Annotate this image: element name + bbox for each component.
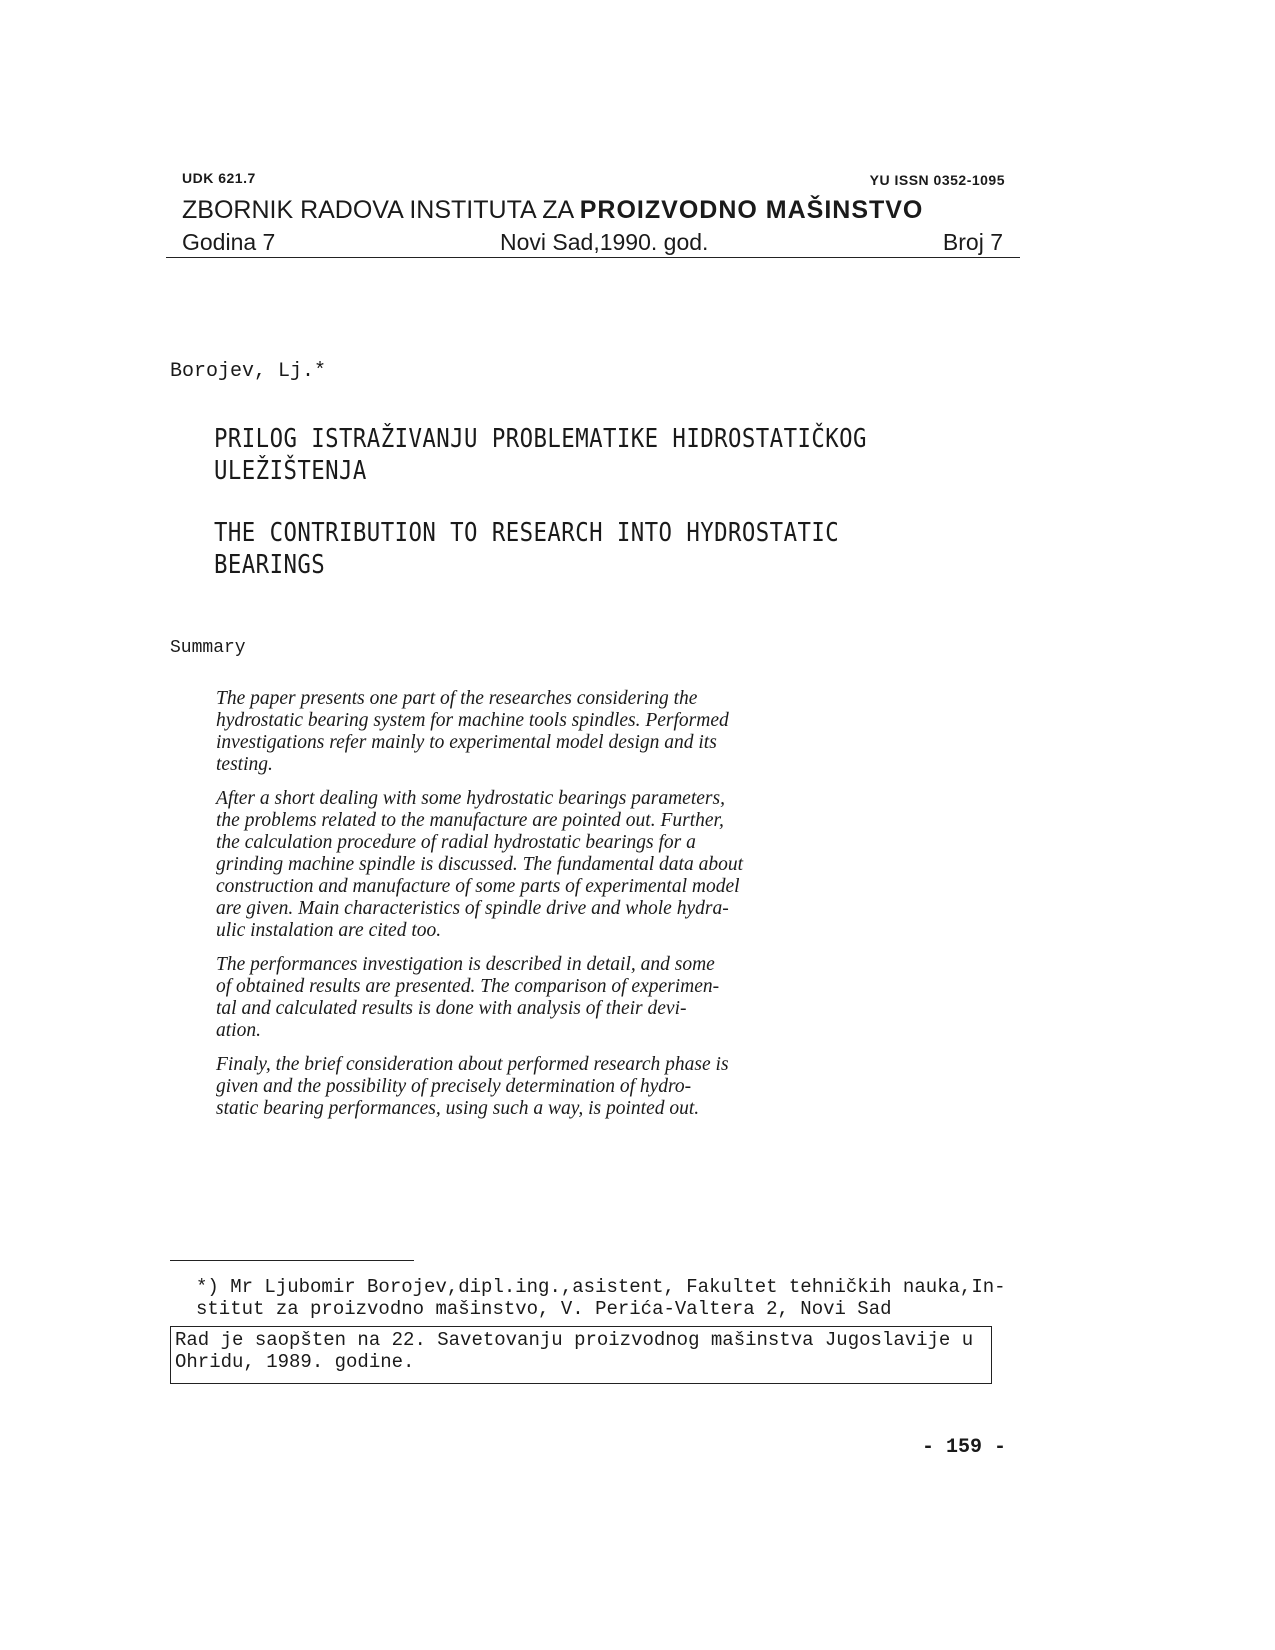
footnote: *) Mr Ljubomir Borojev,dipl.ing.,asistent, Fakultet tehničkih nauka,In- stitut za proizvodno mašinstvo, V. Perića-Valtera 2, Novi Sad	[196, 1276, 1006, 1320]
title-english-line-2: BEARINGS	[214, 550, 326, 580]
conference-note: Rad je saopšten na 22. Savetovanju proizvodnog mašinstva Jugoslavije u Ohridu, 1989. godine.	[170, 1326, 992, 1384]
title-serbian-line-1: PRILOG ISTRAŽIVANJU PROBLEMATIKE HIDROSTATIČKOG	[214, 424, 867, 454]
udk-code: UDK 621.7	[182, 170, 256, 186]
journal-title-bold: PROIZVODNO MAŠINSTVO	[579, 196, 924, 224]
abstract-paragraph: Finaly, the brief consideration about performed research phase is given and the possibility of precisely determination of hydro- static bearing performances, using such a way, is pointed out.	[216, 1054, 729, 1119]
summary-heading: Summary	[170, 638, 246, 658]
title-serbian-line-2: ULEŽIŠTENJA	[214, 456, 367, 486]
journal-title	[182, 196, 923, 225]
page-number: - 159 -	[922, 1436, 1007, 1459]
header-rule	[166, 257, 1020, 258]
title-serbian	[214, 423, 867, 487]
title-english-line-1: THE CONTRIBUTION TO RESEARCH INTO HYDROSTATIC	[214, 518, 840, 548]
journal-place-date: Novi Sad,1990. god.	[500, 229, 709, 255]
journal-title-regular: ZBORNIK RADOVA INSTITUTA ZA	[182, 196, 580, 224]
footnote-rule	[170, 1260, 414, 1261]
author: Borojev, Lj.*	[170, 360, 327, 383]
journal-year: Godina 7	[182, 229, 276, 255]
abstract	[216, 688, 956, 1132]
journal-issue: Broj 7	[942, 229, 1003, 255]
issn-code: YU ISSN 0352-1095	[869, 172, 1005, 188]
abstract-paragraph: The paper presents one part of the researches considering the hydrostatic bearing system for machine tools spindles. Performed investigations refer mainly to experimental model design and its testing.	[216, 688, 729, 775]
title-english	[214, 517, 839, 581]
abstract-paragraph: The performances investigation is described in detail, and some of obtained results are presented. The comparison of experimen- tal and calculated results is done with analysis of their devi- ation.	[216, 954, 720, 1041]
abstract-paragraph: After a short dealing with some hydrostatic bearings parameters, the problems related to the manufacture are pointed out. Further, the calculation procedure of radial hydrostatic bearings for a grinding machine spindle is discussed. The fundamental data about construction and manufacture of some parts of experimental model are given. Main characteristics of spindle drive and whole hydra- ulic instalation are cited too.	[216, 788, 744, 941]
